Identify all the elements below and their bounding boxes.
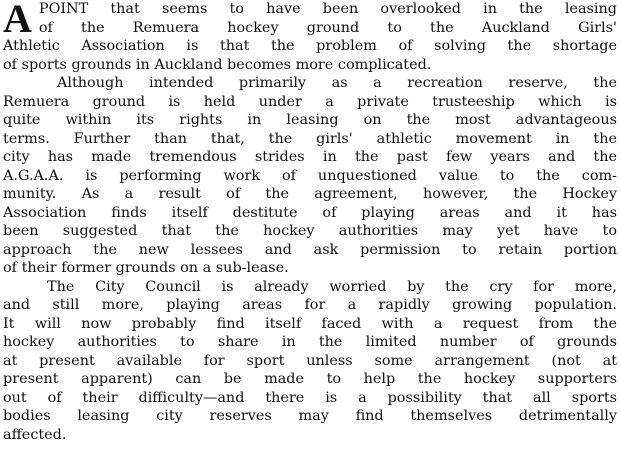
paragraph-1 (3, 0, 617, 74)
text-line: of the Remuera hockey ground to the Auckland Girls' (38, 19, 617, 36)
text-line: munity. As a result of the agreement, however, the Hockey (3, 186, 617, 202)
drop-cap: A (3, 0, 32, 41)
text-line: It will now probably find itself faced with a request from the (3, 315, 617, 332)
text-line: POINT that seems to have been overlooked in the leasing (38, 1, 617, 17)
text-line: been suggested that the hockey authorities may yet have to (3, 223, 617, 239)
text-line: out of their difficulty—and there is a possibility that all sports (3, 389, 617, 406)
text-line: affected. (3, 426, 67, 443)
text-line: Association finds itself destitute of playing areas and it has (3, 204, 617, 221)
text-line: Athletic Association is that the problem of solving the shortage (3, 38, 617, 54)
paragraph-3 (3, 278, 617, 445)
text-line: of their former grounds on a sub-lease. (3, 260, 289, 276)
text-line: city has made tremendous strides in the past few years and the (3, 149, 617, 165)
text-line: hockey authorities to share in the limited number of grounds (3, 334, 617, 350)
text-line: The City Council is already worried by the cry for more, (47, 278, 617, 295)
text-line: of sports grounds in Auckland becomes more complicated. (3, 56, 432, 73)
text-line: Although intended primarily as a recreation reserve, the (57, 75, 617, 91)
text-line: and still more, playing areas for a rapidly growing population. (3, 297, 617, 313)
text-line: quite within its rights in leasing on the most advantageous (3, 112, 617, 128)
text-line: at present available for sport unless some arrangement (not at (3, 352, 617, 369)
newspaper-article (3, 0, 617, 444)
text-line: Remuera ground is held under a private trusteeship which is (3, 93, 617, 110)
text-line: terms. Further than that, the girls' athletic movement in the (3, 130, 617, 147)
text-line: present apparent) can be made to help the hockey supporters (3, 371, 617, 387)
text-line: A.G.A.A. is performing work of unquestioned value to the com- (3, 167, 617, 184)
paragraph-2 (3, 74, 617, 278)
text-line: bodies leasing city reserves may find themselves detrimentally (3, 408, 617, 424)
text-line: approach the new lessees and ask permission to retain portion (3, 241, 617, 258)
